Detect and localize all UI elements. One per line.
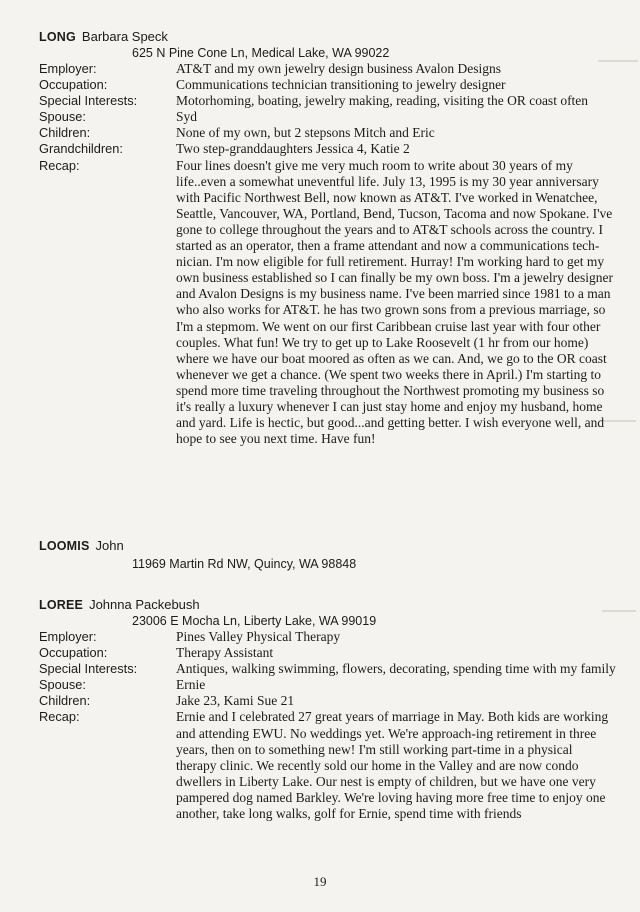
field-occupation	[39, 645, 619, 661]
field-occupation	[39, 77, 619, 93]
field-value: Pines Valley Physical Therapy	[176, 629, 341, 644]
field-special-interests	[39, 661, 619, 677]
field-value: Communications technician transitioning to jewelry designer	[176, 77, 506, 93]
entry-long	[39, 29, 619, 447]
field-spouse	[39, 677, 619, 693]
field-recap	[39, 709, 619, 822]
field-value: Antiques, walking swimming, flowers, decorating, spending time with my family	[176, 661, 616, 677]
given-name: John	[95, 538, 124, 553]
field-value: None of my own, but 2 stepsons Mitch and Eric	[176, 125, 435, 141]
field-value: AT&T and my own jewelry design business Avalon Designs	[176, 61, 501, 76]
field-label: Special Interests:	[39, 93, 138, 109]
field-label: Spouse:	[39, 677, 86, 693]
field-label: Grandchildren:	[39, 141, 123, 157]
address: 23006 E Mocha Ln, Liberty Lake, WA 99019	[132, 614, 377, 628]
field-children	[39, 693, 619, 709]
address: 625 N Pine Cone Ln, Medical Lake, WA 99022	[132, 46, 390, 60]
field-children	[39, 125, 619, 141]
field-value: Two step-granddaughters Jessica 4, Katie 2	[176, 141, 410, 157]
field-value: Syd	[176, 109, 198, 125]
recap-text: Four lines doesn't give me very much room to write about 30 years of my life..even a somewhat uneventful life. July 13, 1995 is my 30 year anniversary with Pacific Northwest Bell, now known as AT&T. I've worked in Wenatchee, Seattle, Vancouver, WA, Portland, Bend, Tucson, Tacoma and now Spokane. I've gone to college throughout the years and to AT&T schools across the country. I started as an operator, then a frame attendant and now a communications tech-nician. I'm now eligible for full retirement. Hurray! I'm working hard to get my own business established so I can finally be my own boss. I'm a jewelry designer and Avalon Designs is my business name. I've been married since 1981 to a man who also works for AT&T. he has two grown sons from a previous marriage, so I'm a stepmom. We went on our first Caribbean cruise last year with four other couples. What fun! We try to get up to Lake Roosevelt (1 hr from our home) where we have our boat moored as often as we can. And, we go to the OR coast whenever we get a chance. (We spent two weeks there in April.) I'm starting to spend more time traveling throughout the Northwest promoting my business so it's really a luxury whenever I can just stay home and enjoy my husband, home and yard. Life is hectic, but good...and getting better. I wish everyone well, and hope to see you next time. Have fun!	[176, 157, 613, 447]
field-grandchildren	[39, 141, 619, 157]
field-value: Ernie	[176, 677, 206, 693]
entry-loomis	[39, 538, 619, 572]
entry-name	[39, 29, 619, 45]
field-employer	[39, 629, 619, 645]
field-label: Employer:	[39, 629, 97, 644]
field-label: Children:	[39, 693, 91, 709]
entry-loree	[39, 597, 619, 822]
field-employer	[39, 61, 619, 77]
field-value: Therapy Assistant	[176, 645, 274, 661]
address: 11969 Martin Rd NW, Quincy, WA 98848	[132, 557, 357, 571]
given-name: Barbara Speck	[81, 29, 168, 44]
field-label: Special Interests:	[39, 661, 138, 677]
surname: LOOMIS	[39, 539, 90, 553]
field-value: Jake 23, Kami Sue 21	[176, 693, 295, 709]
field-label: Occupation:	[39, 77, 108, 93]
surname: LONG	[39, 30, 76, 44]
surname: LOREE	[39, 598, 84, 612]
given-name: Johnna Packebush	[89, 597, 200, 612]
field-value: Motorhoming, boating, jewelry making, reading, visiting the OR coast often	[176, 93, 589, 109]
recap-text: Ernie and I celebrated 27 great years of marriage in May. Both kids are working and attending EWU. No weddings yet. We're approach-ing retirement in three years, then on to something new! I'm still working part-time in a physical therapy clinic. We recently sold our home in the Valley and are now condo dwellers in Liberty Lake. Our nest is empty of children, but we have one very pampered dog named Barkley. We're loving having more free time to enjoy one another, take long walks, golf for Ernie, spend time with friends	[176, 709, 609, 822]
field-label: Recap:	[39, 709, 80, 725]
field-spouse	[39, 109, 619, 125]
entry-name	[39, 538, 619, 554]
field-recap	[39, 158, 619, 448]
field-label: Children:	[39, 125, 91, 141]
field-label: Recap:	[39, 157, 80, 173]
entry-name	[39, 597, 619, 613]
field-label: Spouse:	[39, 109, 86, 125]
field-label: Employer:	[39, 61, 97, 76]
page-number: 19	[313, 874, 327, 889]
field-label: Occupation:	[39, 645, 108, 661]
field-special-interests	[39, 93, 619, 109]
